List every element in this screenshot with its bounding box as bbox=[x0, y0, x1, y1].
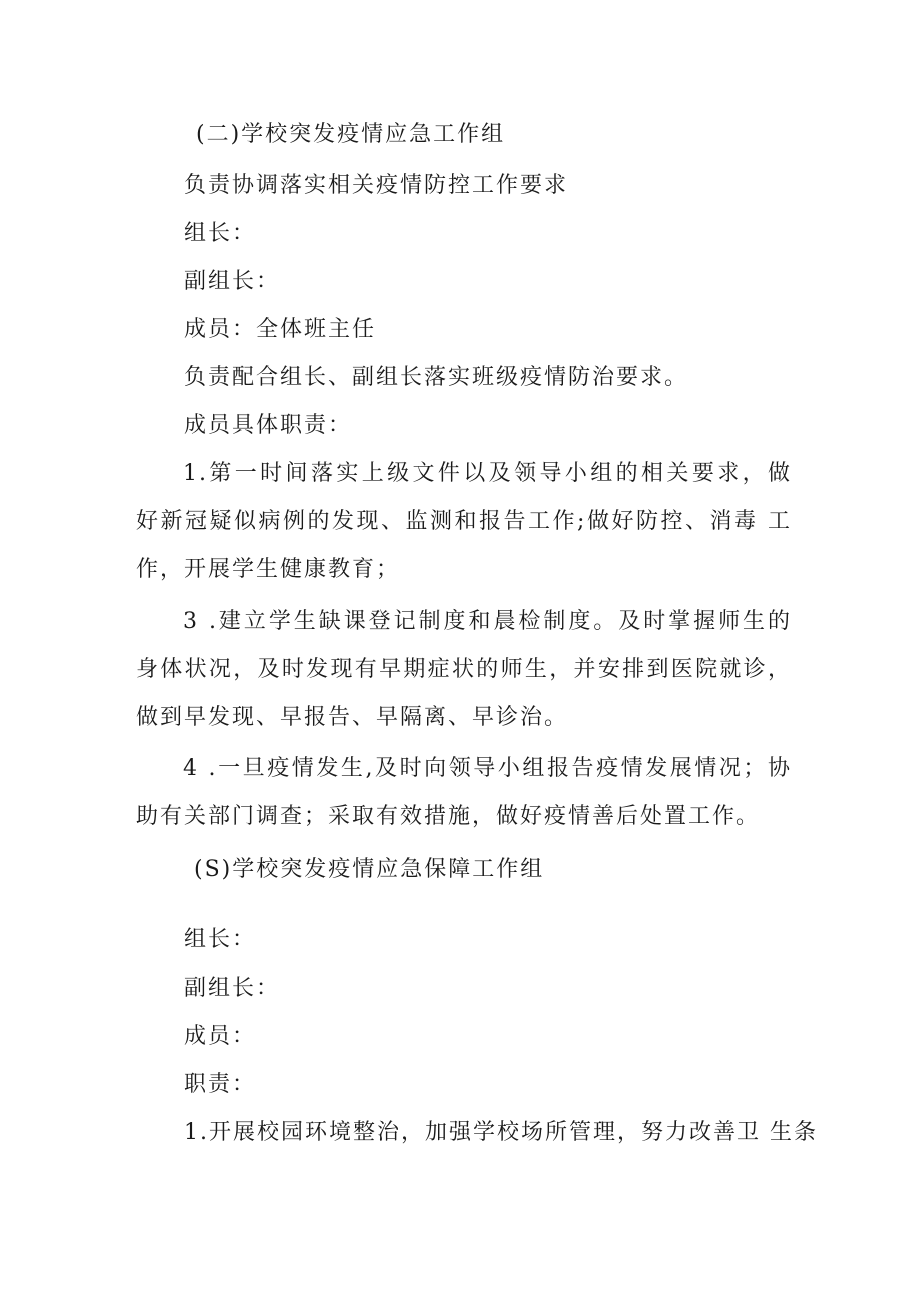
section3-members-label: 成员： bbox=[184, 1024, 257, 1049]
section2-deputy-label: 副组长： bbox=[184, 269, 281, 294]
section2-heading: (二)学校突发疫情应急工作组 bbox=[196, 122, 506, 147]
section2-members-description: 负责配合组长、副组长落实班级疫情防治要求。 bbox=[184, 365, 689, 390]
duty-item-4: 4 .一旦疫情发生,及时向领导小组报告疫情发展情况；协助有关部门调查；采取有效措施，做好疫情善后处置工作。 bbox=[136, 756, 792, 829]
section3-duty-item-1: 1.开展校园环境整治，加强学校场所管理，努力改善卫 生条 bbox=[184, 1120, 818, 1145]
section3-duties-label: 职责： bbox=[184, 1072, 257, 1097]
section2-members: 成员：全体班主任 bbox=[184, 317, 377, 342]
section3-deputy-label: 副组长： bbox=[184, 976, 281, 1001]
section3-heading: (S)学校突发疫情应急保障工作组 bbox=[194, 857, 545, 882]
section2-leader-label: 组长： bbox=[184, 221, 257, 246]
section2-duties-label: 成员具体职责： bbox=[184, 413, 353, 438]
duty-item-3: 3 .建立学生缺课登记制度和晨检制度。及时掌握师生的 身体状况，及时发现有早期症状的师生，并安排到医院就诊，做到早发现、早报告、早隔离、早诊治。 bbox=[136, 609, 792, 730]
section3-leader-label: 组长： bbox=[184, 927, 257, 952]
duty-item-1: 1.第一时间落实上级文件以及领导小组的相关要求，做 好新冠疑似病例的发现、监测和报告工作;做好防控、消毒 工作，开展学生健康教育； bbox=[136, 461, 792, 582]
section2-description: 负责协调落实相关疫情防控工作要求 bbox=[184, 173, 569, 198]
